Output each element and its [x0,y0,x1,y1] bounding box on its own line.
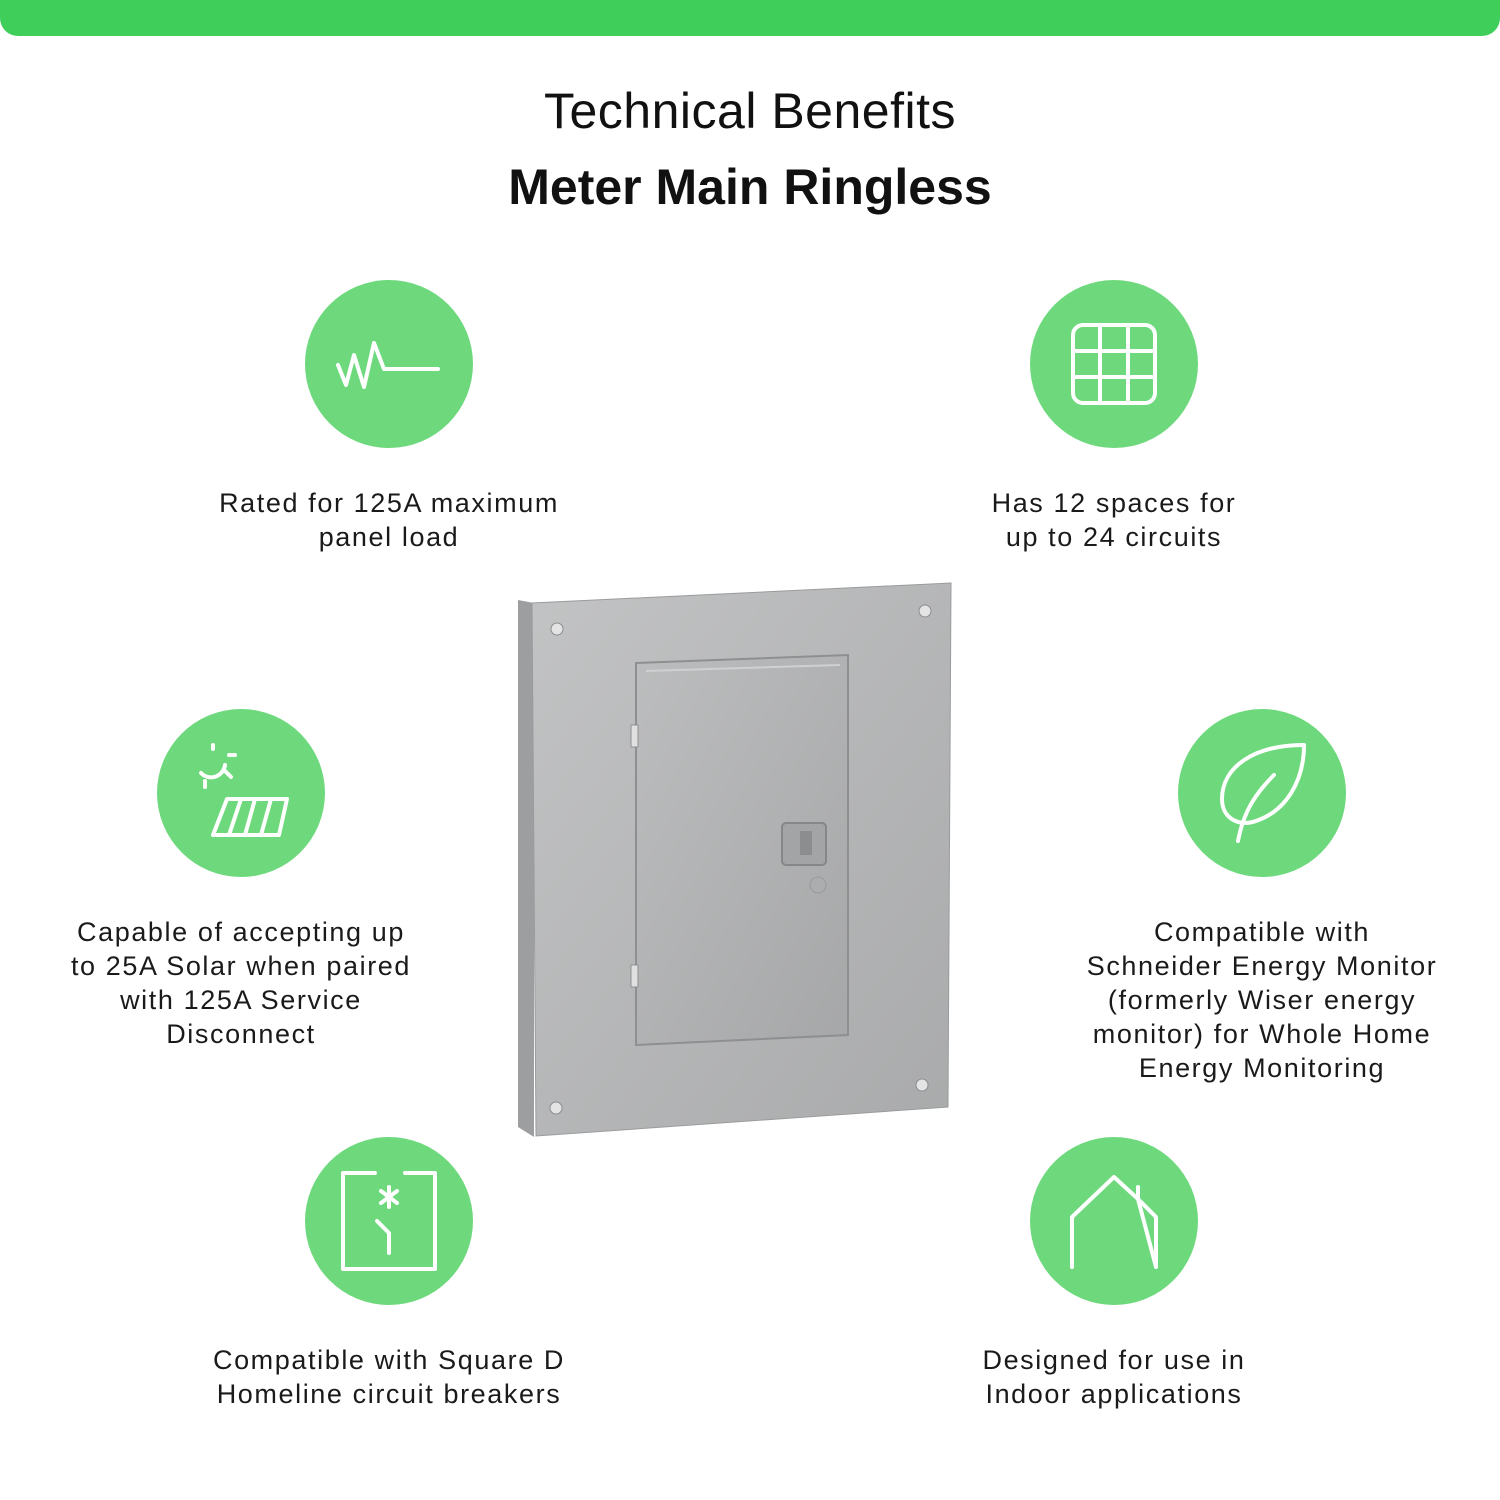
feature-breakers [179,1137,599,1411]
solar-panel-icon [157,709,325,877]
feature-caption: Compatible with Schneider Energy Monitor (formerly Wiser energy monitor) for Whole Home Energy Monitoring [1086,917,1438,1083]
feature-indoor [904,1137,1324,1411]
load-center-panel-image [510,575,960,1145]
feature-caption: Designed for use in Indoor applications [982,1345,1246,1409]
pulse-wave-icon [305,280,473,448]
grid-icon [1030,280,1198,448]
feature-caption: Capable of accepting up to 25A Solar when paired with 125A Service Disconnect [70,917,412,1049]
breaker-switch-icon [305,1137,473,1305]
feature-energy-monitor [1052,709,1472,1085]
feature-caption: Rated for 125A maximum panel load [219,488,559,552]
page-title: Technical Benefits [543,83,956,139]
page-subtitle: Meter Main Ringless [508,159,992,215]
feature-solar [31,709,451,1051]
house-icon [1030,1137,1198,1305]
leaf-icon [1178,709,1346,877]
feature-caption: Compatible with Square D Homeline circuit breakers [212,1345,566,1409]
top-accent-bar [0,0,1500,36]
feature-circuit-spaces [904,280,1324,554]
feature-caption: Has 12 spaces for up to 24 circuits [991,488,1237,552]
feature-max-load [179,280,599,554]
